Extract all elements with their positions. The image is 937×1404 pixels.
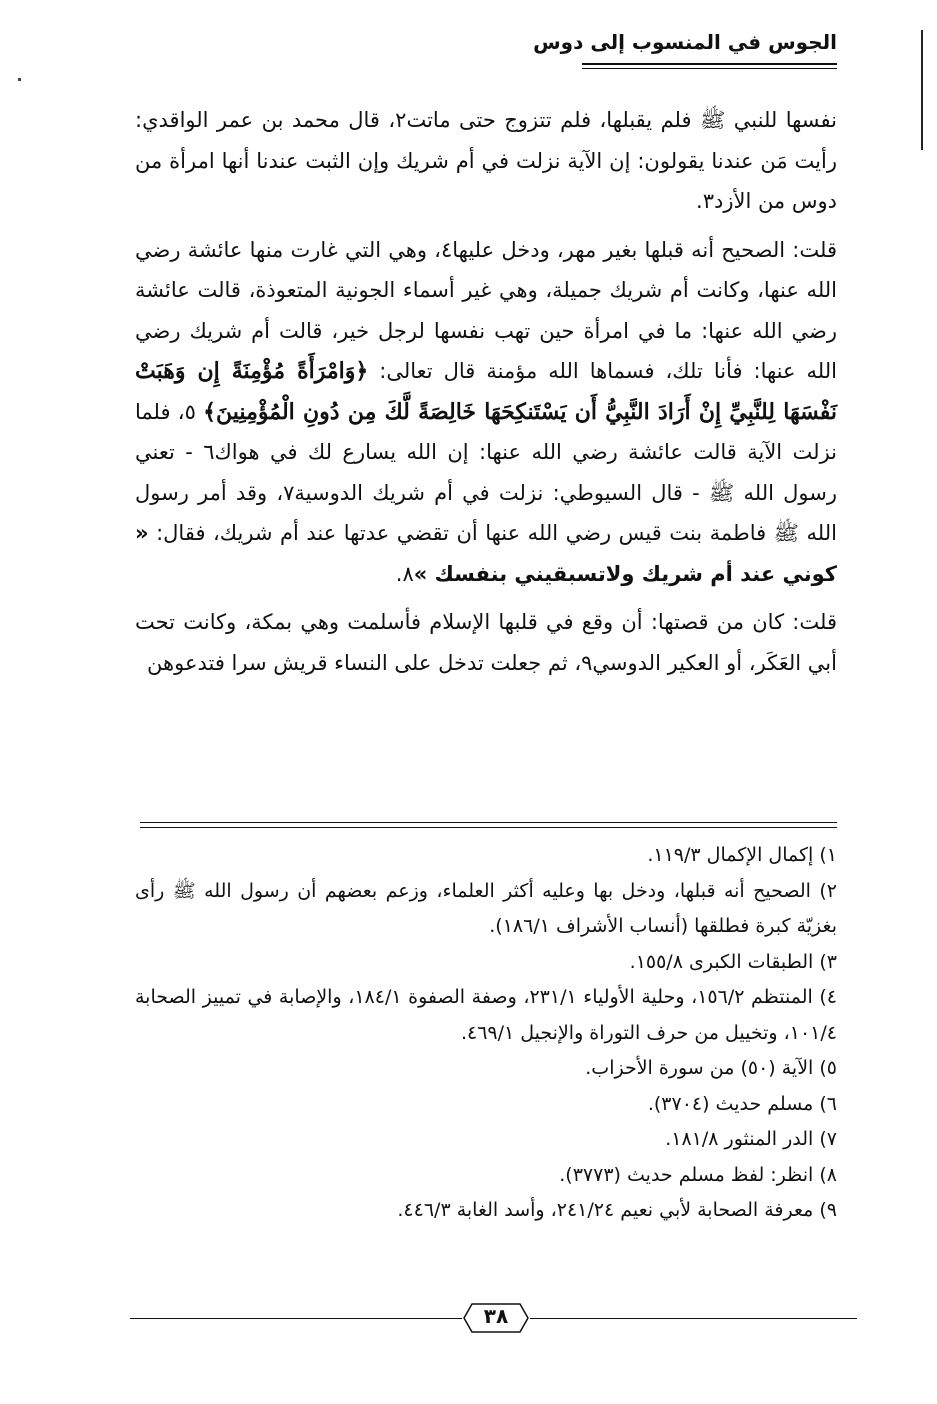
- quran-verse: ﴿وَامْرَأَةً مُؤْمِنَةً إِن وَهَبَتْ نَفْسَهَا لِلنَّبِيِّ إِنْ أَرَادَ النَّبِيُّ أَن يَسْتَنكِحَهَا خَالِصَةً لَّكَ مِن دُونِ الْمُؤْمِنِينَ﴾: [135, 358, 837, 425]
- footnote-separator: [140, 822, 837, 823]
- footnote-3: ٣) الطبقات الكبرى ١٥٥/٨.: [629, 950, 837, 973]
- paragraph-3: قلت: كان من قصتها: أن وقع في قلبها الإسلام فأسلمت وهي بمكة، وكانت تحت أبي العَكَر، أو العكير الدوسي٩، ثم جعلت تدخل على النساء قريش سرا فتدعوهن: [135, 610, 837, 675]
- paragraph-2-end: ٨.: [395, 561, 414, 586]
- running-head-rule: [582, 63, 837, 65]
- page-number: ٣٨: [483, 1304, 509, 1328]
- footnote-8: ٨) انظر: لفظ مسلم حديث (٣٧٧٣).: [559, 1163, 837, 1186]
- footnote-4: ٤) المنتظم ١٥٦/٢، وحلية الأولياء ٢٣١/١، وصفة الصفوة ١٨٤/١، والإصابة في تمييز الصحابة ١٠١/٤، وتخييل من حرف التوراة والإنجيل ٤٦٩/١.: [135, 986, 837, 1044]
- footnote-9: ٩) معرفة الصحابة لأبي نعيم ٢٤١/٢٤، وأسد الغابة ٤٤٦/٣.: [397, 1199, 837, 1221]
- footnote-6: ٦) مسلم حديث (٣٧٠٤).: [647, 1092, 837, 1115]
- running-head-rule-thin: [582, 68, 837, 69]
- running-head: الجوس في المنسوب إلى دوس: [533, 30, 837, 54]
- paragraph-1: نفسها للنبي ﷺ فلم يقبلها، فلم تتزوج حتى ماتت٢، قال محمد بن عمر الواقدي: رأيت مَن عندنا يقولون: إن الآية نزلت في أم شريك وإن الثبت عندنا أنها امرأة من دوس من الأزد٣.: [135, 108, 837, 213]
- hadith-quote: « كوني عند أم شريك ولاتسبقيني بنفسك »: [135, 521, 837, 586]
- footnotes: [135, 838, 837, 1229]
- footnote-5: ٥) الآية (٥٠) من سورة الأحزاب.: [585, 1057, 837, 1079]
- scan-speck: [18, 78, 21, 81]
- paragraph-2-continuation: ٥، فلما نزلت الآية قالت عائشة رضي الله عنها: إن الله يسارع لك في هواك٦ - تعني رسول الله ﷺ - قال السيوطي: نزلت في أم شريك الدوسية٧، وقد أمر رسول الله ﷺ فاطمة بنت قيس رضي الله عنها أن تقضي عدتها عند أم شريك، فقال:: [135, 399, 837, 545]
- page-edge-mark: [921, 30, 923, 150]
- footnote-2: ٢) الصحيح أنه قبلها، ودخل بها وعليه أكثر العلماء، وزعم بعضهم أن رسول الله ﷺ رأى بغزيّة كبرة فطلقها (أنساب الأشراف ١٨٦/١).: [135, 879, 837, 937]
- footnote-separator-thin: [140, 827, 837, 828]
- paragraph-2: [135, 230, 837, 595]
- footnote-1: ١) إكمال الإكمال ١١٩/٣.: [647, 844, 837, 866]
- footnote-7: ٧) الدر المنثور ١٨١/٨.: [665, 1128, 837, 1150]
- paragraph-2-intro: قلت: الصحيح أنه قبلها بغير مهر، ودخل عليها٤، وهي التي غارت منها عائشة رضي الله عنها، وكانت أم شريك جميلة، وهي غير أسماء الجونية المتعوذة، قالت عائشة رضي الله عنها: ما في امرأة حين تهب نفسها لرجل خير، قالت أم شريك رضي الله عنها: فأنا تلك، فسماها الله مؤمنة قال تعالى:: [135, 237, 837, 383]
- main-text: [135, 100, 837, 691]
